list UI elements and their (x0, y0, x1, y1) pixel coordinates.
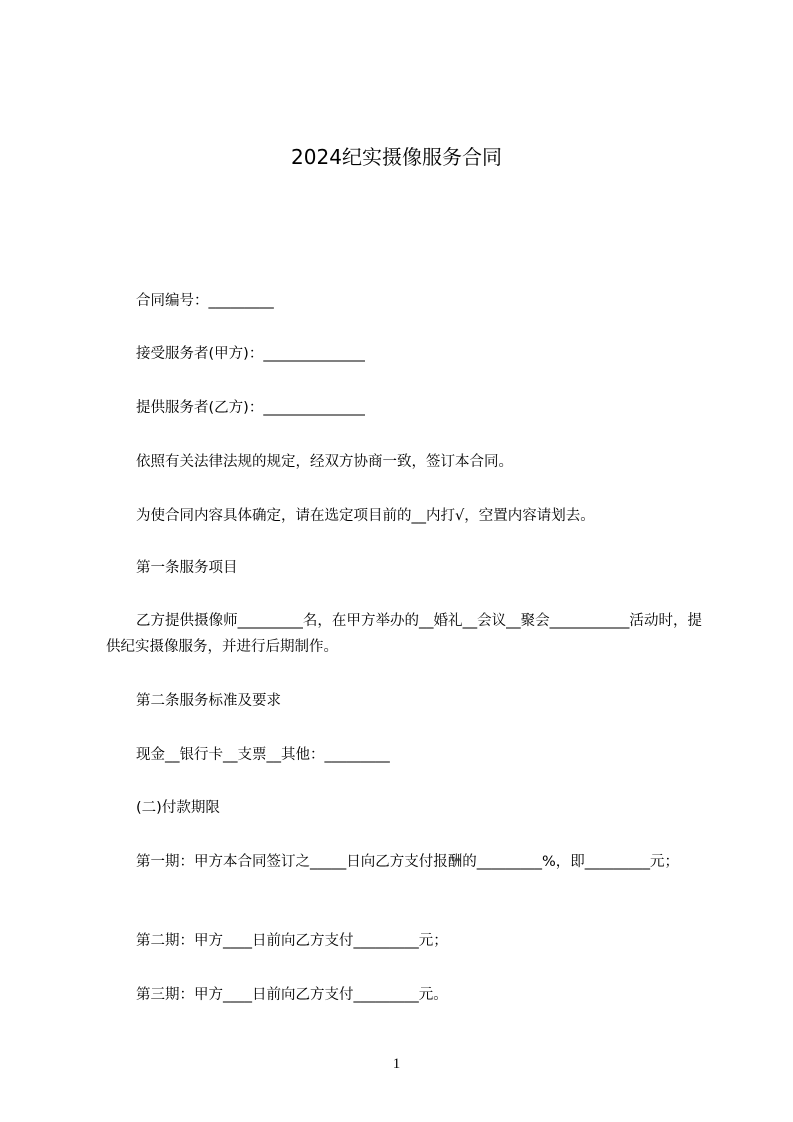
document-title: 2024纪实摄像服务合同 (291, 145, 502, 169)
page-number: 1 (392, 1056, 401, 1072)
first-installment-paragraph: 第一期：甲方本合同签订之_____日向乙方支付报酬的_________%，即_________元； (136, 854, 680, 870)
article-2-heading: 第二条服务标准及要求 (136, 693, 281, 709)
party-b-line: 提供服务者(乙方)：______________ (136, 400, 365, 416)
payment-method-line: 现金__银行卡__支票__其他：_________ (136, 747, 390, 763)
service-items-paragraph: 乙方提供摄像师_________名，在甲方举办的__婚礼__会议__聚会___________活动时，提供纪实摄像服务，并进行后期制作。 (106, 613, 702, 655)
contract-number-line: 合同编号：_________ (136, 293, 274, 309)
party-a-line: 接受服务者(甲方)：______________ (136, 346, 365, 362)
payment-term-heading: (二)付款期限 (136, 800, 220, 816)
instruction-paragraph: 为使合同内容具体确定，请在选定项目前的__内打√，空置内容请划去。 (136, 508, 595, 524)
second-installment-line: 第二期：甲方____日前向乙方支付_________元； (136, 933, 448, 949)
article-1-heading: 第一条服务项目 (136, 560, 238, 576)
legal-basis-paragraph: 依照有关法律法规的规定，经双方协商一致，签订本合同。 (136, 454, 513, 470)
third-installment-line: 第三期：甲方____日前向乙方支付_________元。 (136, 987, 448, 1003)
